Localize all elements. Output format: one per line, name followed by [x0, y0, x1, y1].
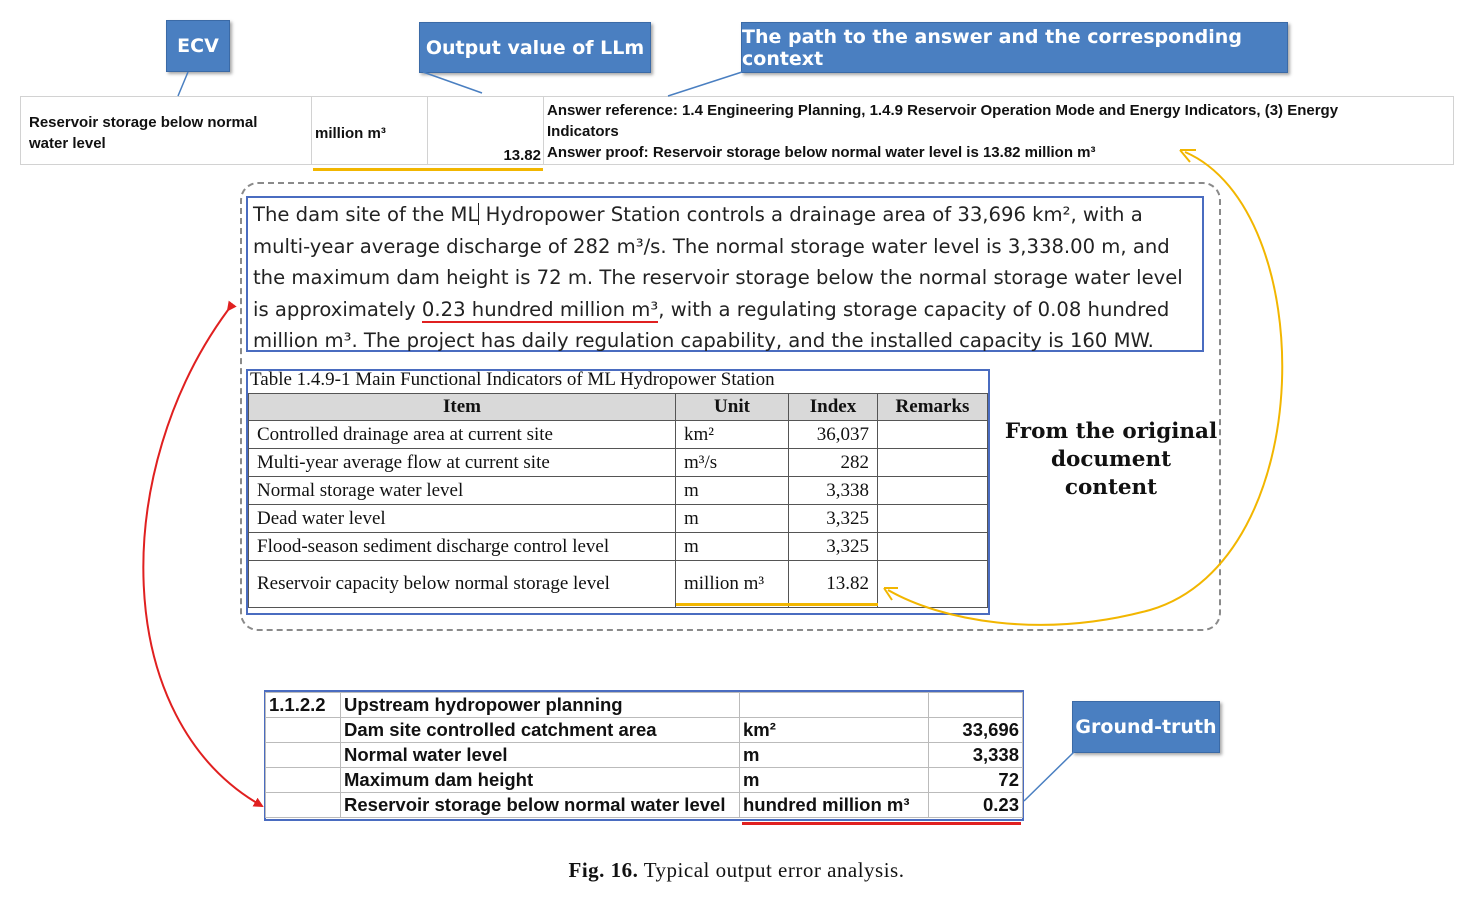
- gt-item: Maximum dam height: [341, 768, 740, 793]
- row-item: Normal storage water level: [249, 477, 676, 505]
- row-unit: m³/s: [676, 449, 789, 477]
- unit-cell: million m³: [315, 125, 386, 142]
- para-highlight-value: 0.23 hundred million m³: [421, 297, 659, 321]
- red-link-arrow: [143, 310, 262, 806]
- para-line4a: is approximately: [253, 297, 422, 321]
- figure-caption: [0, 858, 1473, 883]
- row-item: Multi-year average flow at current site: [249, 449, 676, 477]
- answer-reference-line2: Indicators: [547, 123, 619, 140]
- source-note-line1: From the original: [1004, 419, 1218, 444]
- llm-output-pointer-line: [423, 72, 482, 93]
- row-item: Flood-season sediment discharge control level: [249, 533, 676, 561]
- answer-reference-line1: Answer reference: 1.4 Engineering Planning, 1.4.9 Reservoir Operation Mode and Energy Indicators, (3) Energy: [547, 102, 1339, 119]
- source-note-line2: document content: [1050, 447, 1172, 500]
- para-line2: multi-year average discharge of 282 m³/s. The normal storage water level is 3,338.00 m, and: [253, 234, 1170, 258]
- row-unit: m: [676, 505, 789, 533]
- para-line4c: , with a regulating storage capacity of 0.08 hundred: [658, 297, 1170, 321]
- para-line1b: Hydropower Station controls a drainage area of 33,696 km², with a: [479, 203, 1143, 226]
- para-line3: the maximum dam height is 72 m. The reservoir storage below the normal storage water level: [253, 266, 1183, 290]
- gt-item: Normal water level: [341, 743, 740, 768]
- para-line1a: The dam site of the ML: [253, 203, 479, 226]
- row-item: Controlled drainage area at current site: [249, 421, 676, 449]
- path-context-pointer-line: [668, 72, 742, 96]
- ground-truth-callout-label: Ground-truth: [1075, 716, 1217, 738]
- ecv-name-line2: water level: [29, 135, 106, 152]
- ecv-pointer-line: [178, 72, 188, 96]
- row-unit: million m³: [676, 561, 789, 608]
- ground-truth-pointer-line: [1024, 752, 1074, 801]
- ecv-name-line1: Reservoir storage below normal: [29, 114, 258, 131]
- gt-unit: hundred million m³: [740, 793, 929, 818]
- gt-item: Dam site controlled catchment area: [341, 718, 740, 743]
- row-index: 3,338: [789, 477, 878, 505]
- figure-caption-text: Typical output error analysis.: [643, 858, 905, 882]
- row-index: 3,325: [789, 533, 878, 561]
- row-index: 36,037: [789, 421, 878, 449]
- ecv-callout-label: ECV: [177, 35, 219, 57]
- row-item: Reservoir capacity below normal storage level: [249, 561, 676, 608]
- gt-code: 1.1.2.2: [266, 693, 341, 718]
- row-unit: m: [676, 533, 789, 561]
- row-index: 3,325: [789, 505, 878, 533]
- gt-item: Reservoir storage below normal water level: [341, 793, 740, 818]
- row-index: 13.82: [789, 561, 878, 608]
- original-table-caption: Table 1.4.9-1 Main Functional Indicators of ML Hydropower Station: [250, 369, 775, 390]
- row-unit: m: [676, 477, 789, 505]
- path-context-callout-label: The path to the answer and the corresponding context: [742, 25, 1242, 70]
- gt-value: 0.23: [929, 793, 1023, 818]
- gt-item: Upstream hydropower planning: [341, 693, 740, 718]
- gt-value: 33,696: [929, 718, 1023, 743]
- gt-value: 3,338: [929, 743, 1023, 768]
- gt-unit: m: [740, 743, 929, 768]
- gt-value: 72: [929, 768, 1023, 793]
- gt-unit: m: [740, 768, 929, 793]
- para-line5: million m³. The project has daily regulation capability, and the installed capacity is 160 MW.: [253, 329, 1154, 353]
- llm-value-cell: 13.82: [503, 147, 541, 164]
- llm-output-callout-label: Output value of LLm: [425, 36, 645, 59]
- answer-proof: Answer proof: Reservoir storage below normal water level is 13.82 million m³: [547, 144, 1096, 161]
- header-remarks: Remarks: [878, 394, 988, 421]
- header-unit: Unit: [676, 394, 789, 421]
- row-item: Dead water level: [249, 505, 676, 533]
- row-index: 282: [789, 449, 878, 477]
- row-unit: km²: [676, 421, 789, 449]
- gt-unit: km²: [740, 718, 929, 743]
- header-index: Index: [789, 394, 878, 421]
- header-item: Item: [249, 394, 676, 421]
- yellow-link-arrow: [888, 152, 1282, 625]
- figure-caption-label: Fig. 16.: [568, 858, 639, 882]
